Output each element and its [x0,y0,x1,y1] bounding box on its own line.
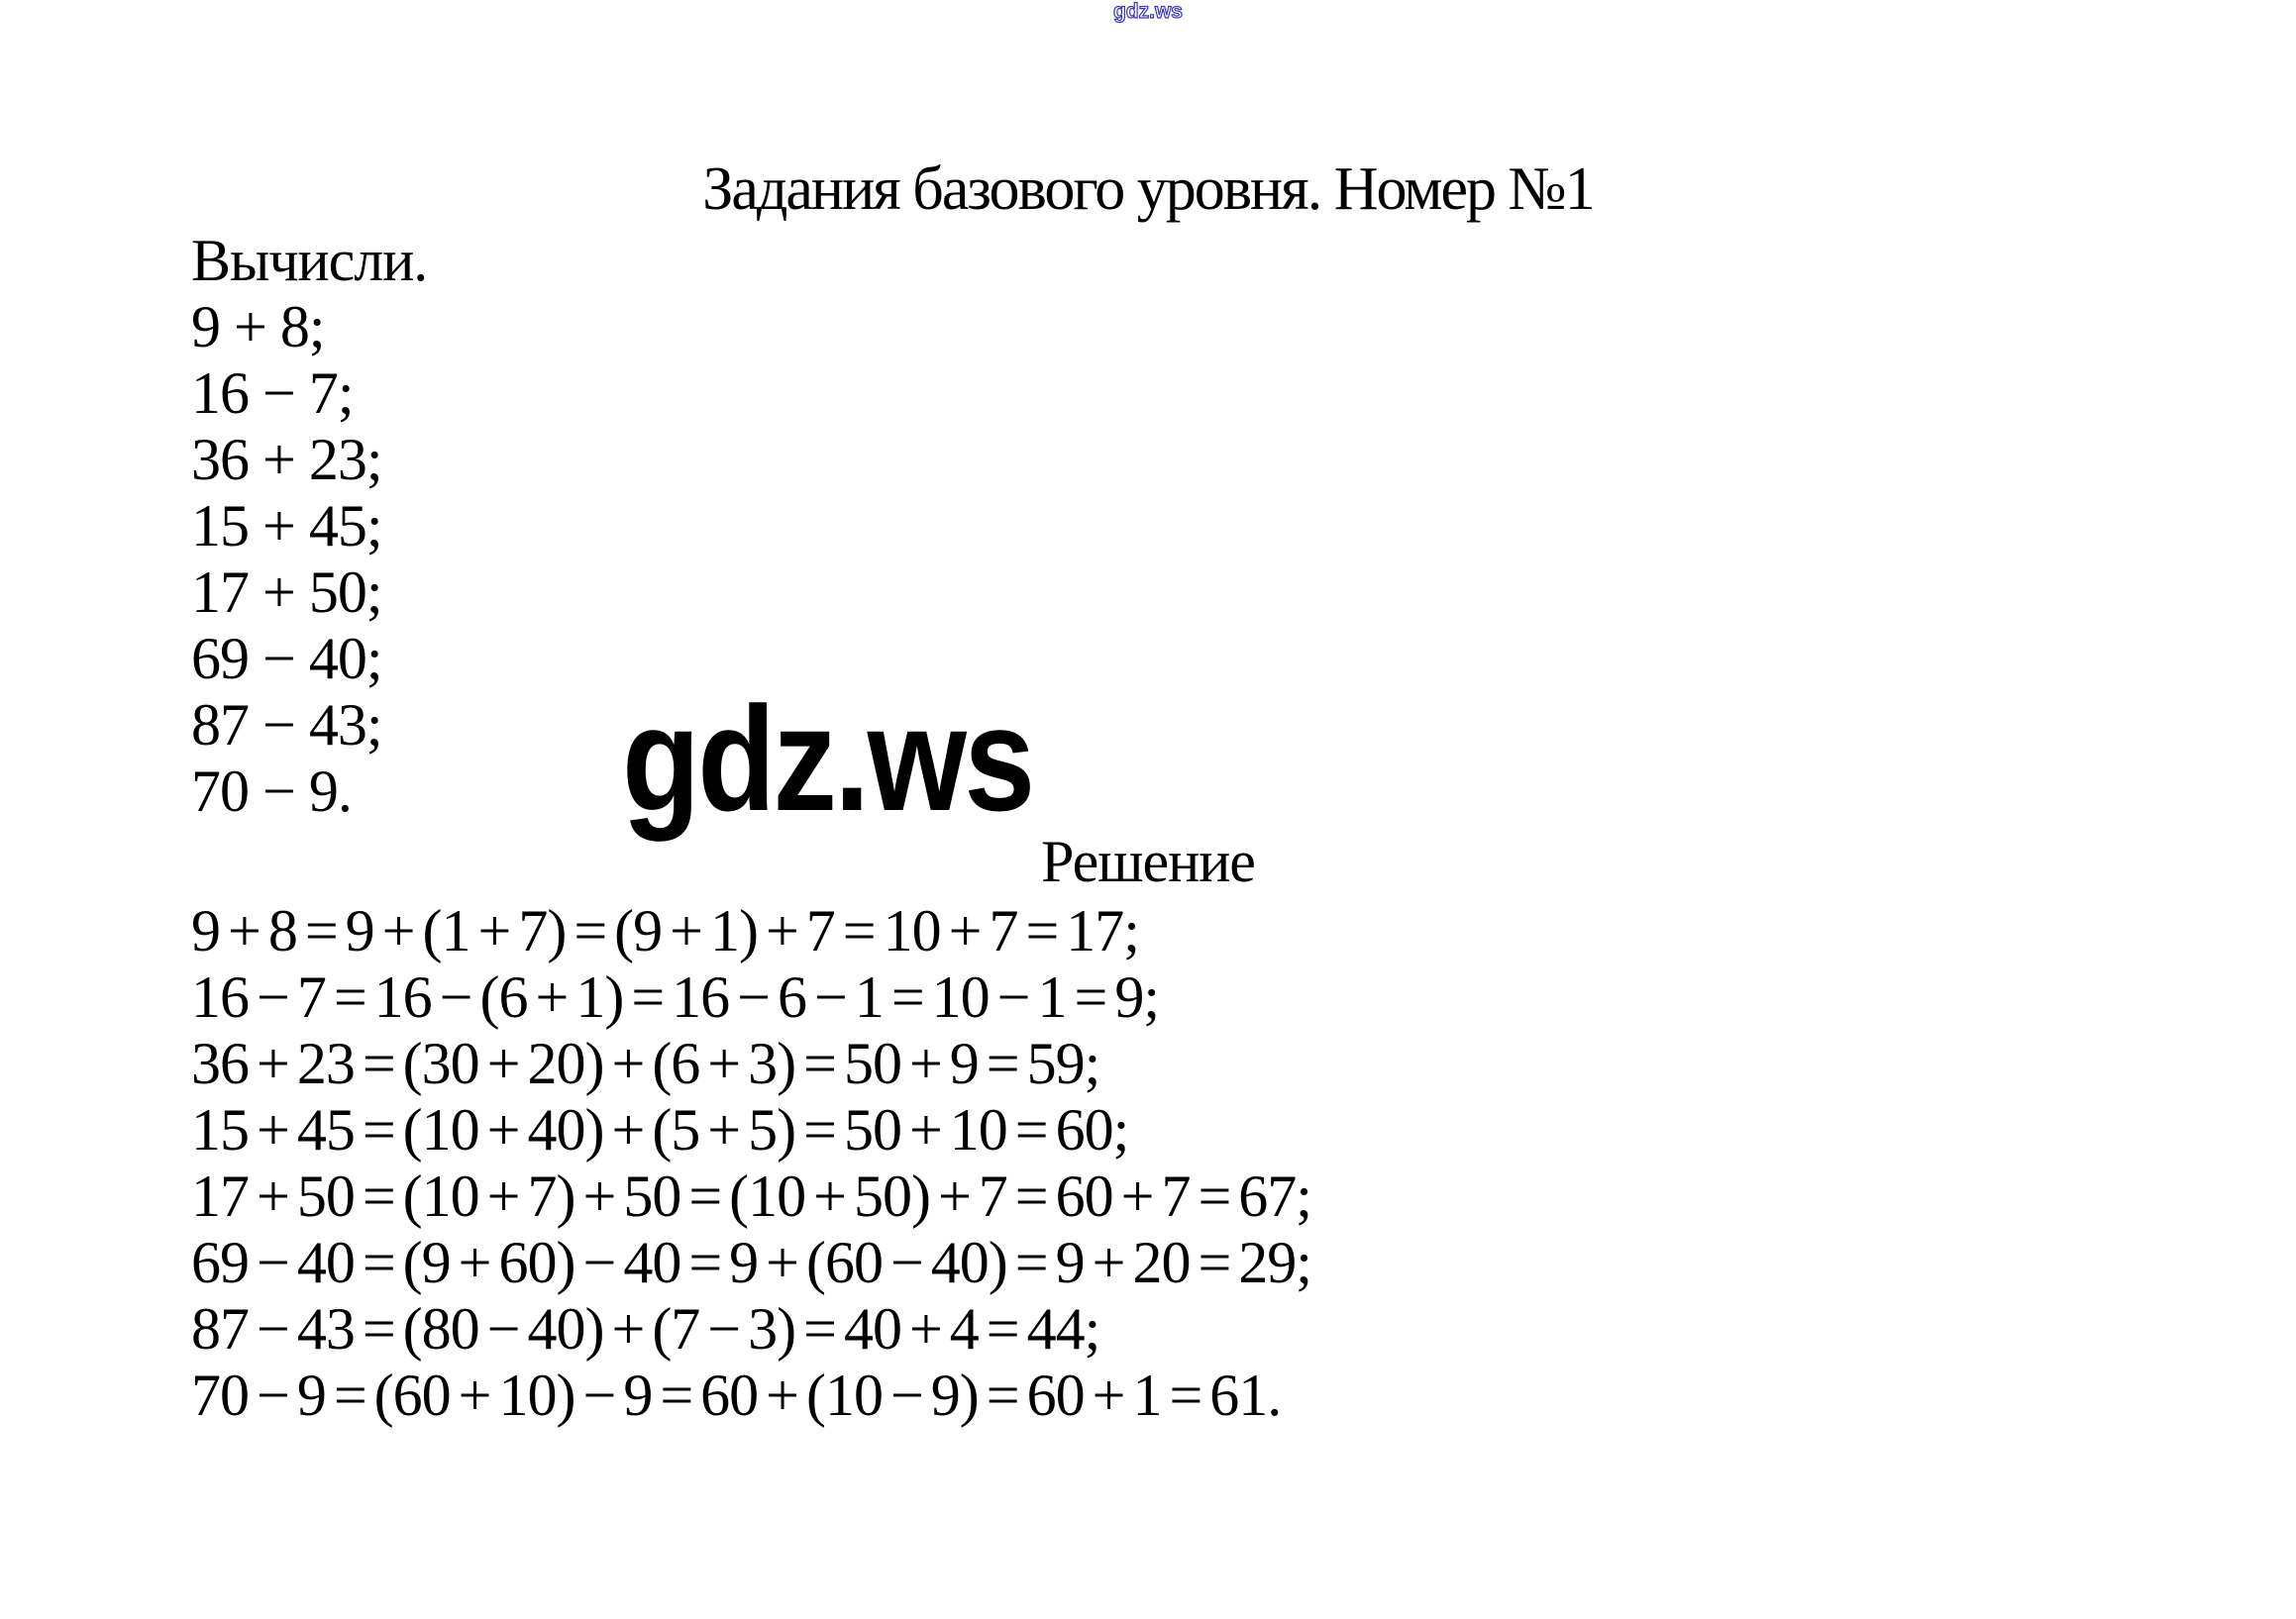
solution-line: 9 + 8 = 9 + (1 + 7) = (9 + 1) + 7 = 10 + 7 = 17; [191,898,1139,963]
problem-item: 69 − 40; [191,626,382,691]
solution-line: 16 − 7 = 16 − (6 + 1) = 16 − 6 − 1 = 10 − 1 = 9; [191,964,1160,1030]
problems-heading: Вычисли. [191,228,428,293]
problem-item: 9 + 8; [191,294,325,359]
solution-heading: Решение [1041,829,1255,894]
solution-line: 15 + 45 = (10 + 40) + (5 + 5) = 50 + 10 = 60; [191,1097,1129,1163]
top-watermark-text: gdz.ws [1112,0,1183,23]
solution-line: 17 + 50 = (10 + 7) + 50 = (10 + 50) + 7 = 60 + 7 = 67; [191,1164,1311,1229]
gdz-watermark-text: gdz.ws [622,675,1033,842]
solutions-block [191,898,1311,1429]
problem-item: 15 + 45; [191,493,382,558]
problem-item: 36 + 23; [191,427,382,492]
problems-block [191,228,427,825]
problem-item: 17 + 50; [191,559,382,625]
solution-line: 87 − 43 = (80 − 40) + (7 − 3) = 40 + 4 = 44; [191,1296,1100,1362]
problem-item: 87 − 43; [191,692,382,758]
solution-line: 36 + 23 = (30 + 20) + (6 + 3) = 50 + 9 = 59; [191,1031,1100,1096]
solution-line: 70 − 9 = (60 + 10) − 9 = 60 + (10 − 9) = 60 + 1 = 61. [191,1363,1282,1428]
problem-item: 16 − 7; [191,360,354,426]
page-title: Задания базового уровня. Номер №1 [702,155,1594,223]
solution-line: 69 − 40 = (9 + 60) − 40 = 9 + (60 − 40) = 9 + 20 = 29; [191,1230,1311,1295]
problem-item: 70 − 9. [191,759,352,824]
